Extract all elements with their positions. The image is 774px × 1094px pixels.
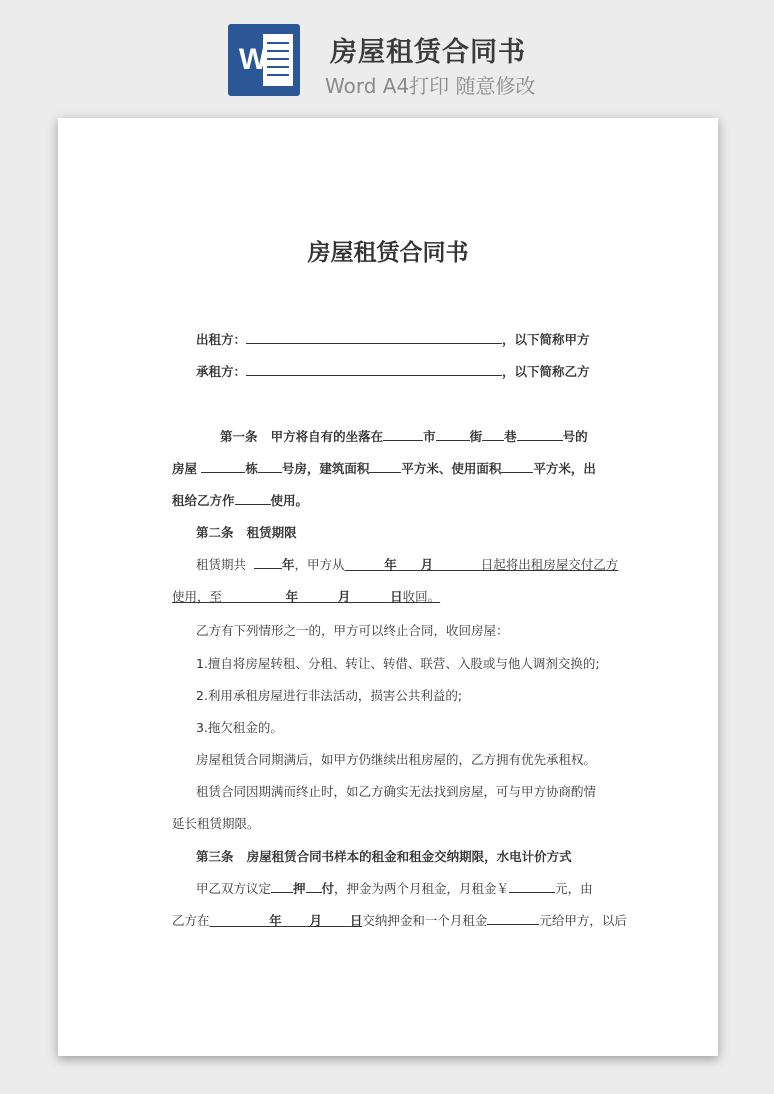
termination-intro: 乙方有下列情形之一的，甲方可以终止合同，收回房屋： bbox=[196, 623, 509, 638]
word-icon: W bbox=[228, 24, 300, 96]
article-1-line-2: 房屋 栋 号房，建筑面积 平方米、使用面积 平方米，出 bbox=[172, 461, 596, 476]
lease-term-line-1: 租赁期共 年，甲方从 年 月 日起将出租房屋交付乙方 bbox=[196, 557, 619, 572]
banner-subtitle: Word A4打印 随意修改 bbox=[325, 74, 536, 98]
lease-term-line-2: 使用，至 年 月 日收回。 bbox=[172, 589, 441, 604]
termination-item-1: 1.擅自将房屋转租、分租、转让、转借、联营、入股或与他人调剂交换的; bbox=[196, 656, 600, 671]
rent-line-1: 甲乙双方议定 押 付，押金为两个月租金，月租金￥ 元，由 bbox=[196, 881, 593, 896]
document-title: 房屋租赁合同书 bbox=[307, 240, 469, 266]
lessee-blank[interactable] bbox=[246, 363, 502, 376]
rent-line-2: 乙方在 年 月 日交纳押金和一个月租金 元给甲方，以后 bbox=[172, 913, 627, 928]
lessor-label: 出租方： bbox=[196, 332, 247, 347]
article-1-line-3: 租给乙方作 使用。 bbox=[172, 493, 309, 508]
termination-item-3: 3.拖欠租金的。 bbox=[196, 720, 283, 735]
lessor-line: 出租方： ，以下简称甲方 bbox=[196, 332, 590, 347]
article-2-heading: 第二条 租赁期限 bbox=[196, 525, 297, 540]
lessor-blank[interactable] bbox=[246, 331, 502, 344]
extension-line-1: 租赁合同因期满而终止时，如乙方确实无法找到房屋，可与甲方协商酌情 bbox=[196, 784, 597, 799]
lessee-label: 承租方： bbox=[196, 364, 247, 379]
article-1-line-1: 第一条 甲方将自有的坐落在 市 街 巷 号的 bbox=[220, 429, 588, 444]
termination-item-2: 2.利用承租房屋进行非法活动，损害公共利益的; bbox=[196, 688, 463, 703]
renewal-paragraph: 房屋租赁合同期满后，如甲方仍继续出租房屋的，乙方拥有优先承租权。 bbox=[196, 752, 597, 767]
banner-title: 房屋租赁合同书 bbox=[330, 37, 526, 68]
banner-header bbox=[0, 0, 774, 110]
article-3-heading: 第三条 房屋租赁合同书样本的租金和租金交纳期限，水电计价方式 bbox=[196, 849, 572, 864]
lessee-line: 承租方： ，以下简称乙方 bbox=[196, 364, 590, 379]
extension-line-2: 延长租赁期限。 bbox=[172, 816, 260, 831]
document-page bbox=[58, 118, 718, 1056]
